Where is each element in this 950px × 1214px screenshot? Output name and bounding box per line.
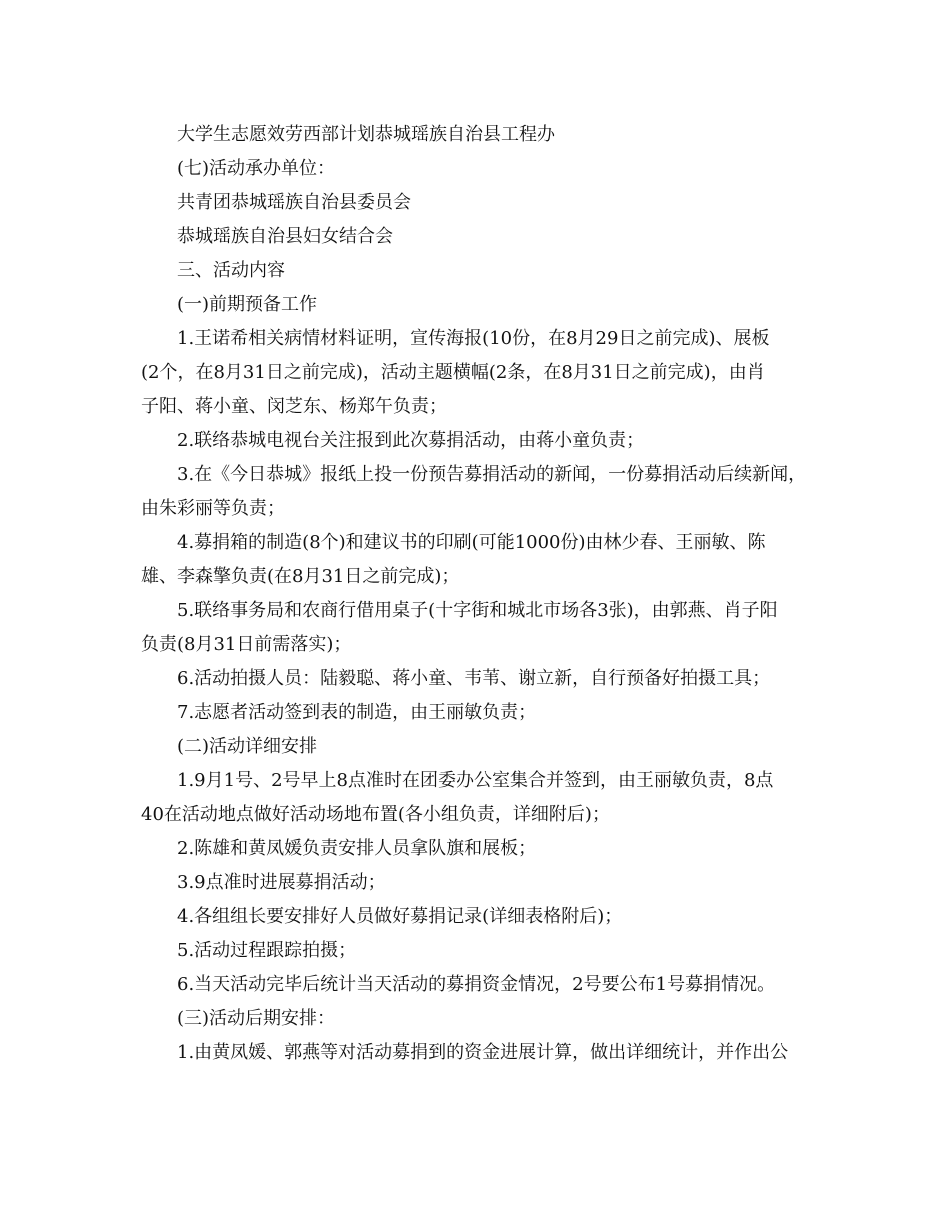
list-item: 2.陈雄和黄凤媛负责安排人员拿队旗和展板； xyxy=(177,838,537,859)
list-item: 3.9点准时进展募捐活动； xyxy=(177,872,386,893)
list-item: 5.活动过程跟踪拍摄； xyxy=(177,940,357,961)
text-line: 大学生志愿效劳西部计划恭城瑶族自治县工程办 xyxy=(177,124,555,145)
list-item: 6.活动拍摄人员：陆毅聪、蒋小童、韦苇、谢立新，自行预备好拍摄工具； xyxy=(177,668,771,689)
list-item-continuation: 由朱彩丽等负责； xyxy=(141,498,285,519)
list-item: 6.当天活动完毕后统计当天活动的募捐资金情况，2号要公布1号募捐情况。 xyxy=(177,974,776,995)
section-heading: (三)活动后期安排： xyxy=(177,1008,336,1029)
list-item: 7.志愿者活动签到表的制造，由王丽敏负责； xyxy=(177,702,537,723)
section-heading: (二)活动详细安排 xyxy=(177,736,318,757)
list-item-continuation: 雄、李森擎负责(在8月31日之前完成)； xyxy=(141,566,460,587)
list-item: 5.联络事务局和农商行借用桌子(十字街和城北市场各3张)，由郭燕、肖子阳 xyxy=(177,600,778,621)
section-heading: (一)前期预备工作 xyxy=(177,294,318,315)
list-item: 3.在《今日恭城》报纸上投一份预告募捐活动的新闻，一份募捐活动后续新闻， xyxy=(177,464,807,485)
list-item-continuation: 40在活动地点做好活动场地布置(各小组负责，详细附后)； xyxy=(141,804,610,825)
list-item: 4.募捐箱的制造(8个)和建议书的印刷(可能1000份)由林少春、王丽敏、陈 xyxy=(177,532,766,553)
list-item: 2.联络恭城电视台关注报到此次募捐活动，由蒋小童负责； xyxy=(177,430,645,451)
text-line: 共青团恭城瑶族自治县委员会 xyxy=(177,192,411,213)
text-line: 恭城瑶族自治县妇女结合会 xyxy=(177,226,393,247)
list-item: 1.9月1号、2号早上8点准时在团委办公室集合并签到，由王丽敏负责，8点 xyxy=(177,770,774,791)
section-heading: 三、活动内容 xyxy=(177,260,285,281)
list-item: 4.各组组长要安排好人员做好募捐记录(详细表格附后)； xyxy=(177,906,623,927)
list-item-continuation: (2个，在8月31日之前完成)，活动主题横幅(2条，在8月31日之前完成)，由肖 xyxy=(141,362,765,383)
list-item: 1.由黄凤媛、郭燕等对活动募捐到的资金进展计算，做出详细统计，并作出公 xyxy=(177,1042,789,1063)
list-item-continuation: 负责(8月31日前需落实)； xyxy=(141,634,352,655)
section-heading: (七)活动承办单位： xyxy=(177,158,336,179)
list-item: 1.王诺希相关病情材料证明，宣传海报(10份，在8月29日之前完成)、展板 xyxy=(177,328,770,349)
list-item-continuation: 子阳、蒋小童、闵芝东、杨郑午负责； xyxy=(141,396,447,417)
document-body xyxy=(141,118,821,1070)
